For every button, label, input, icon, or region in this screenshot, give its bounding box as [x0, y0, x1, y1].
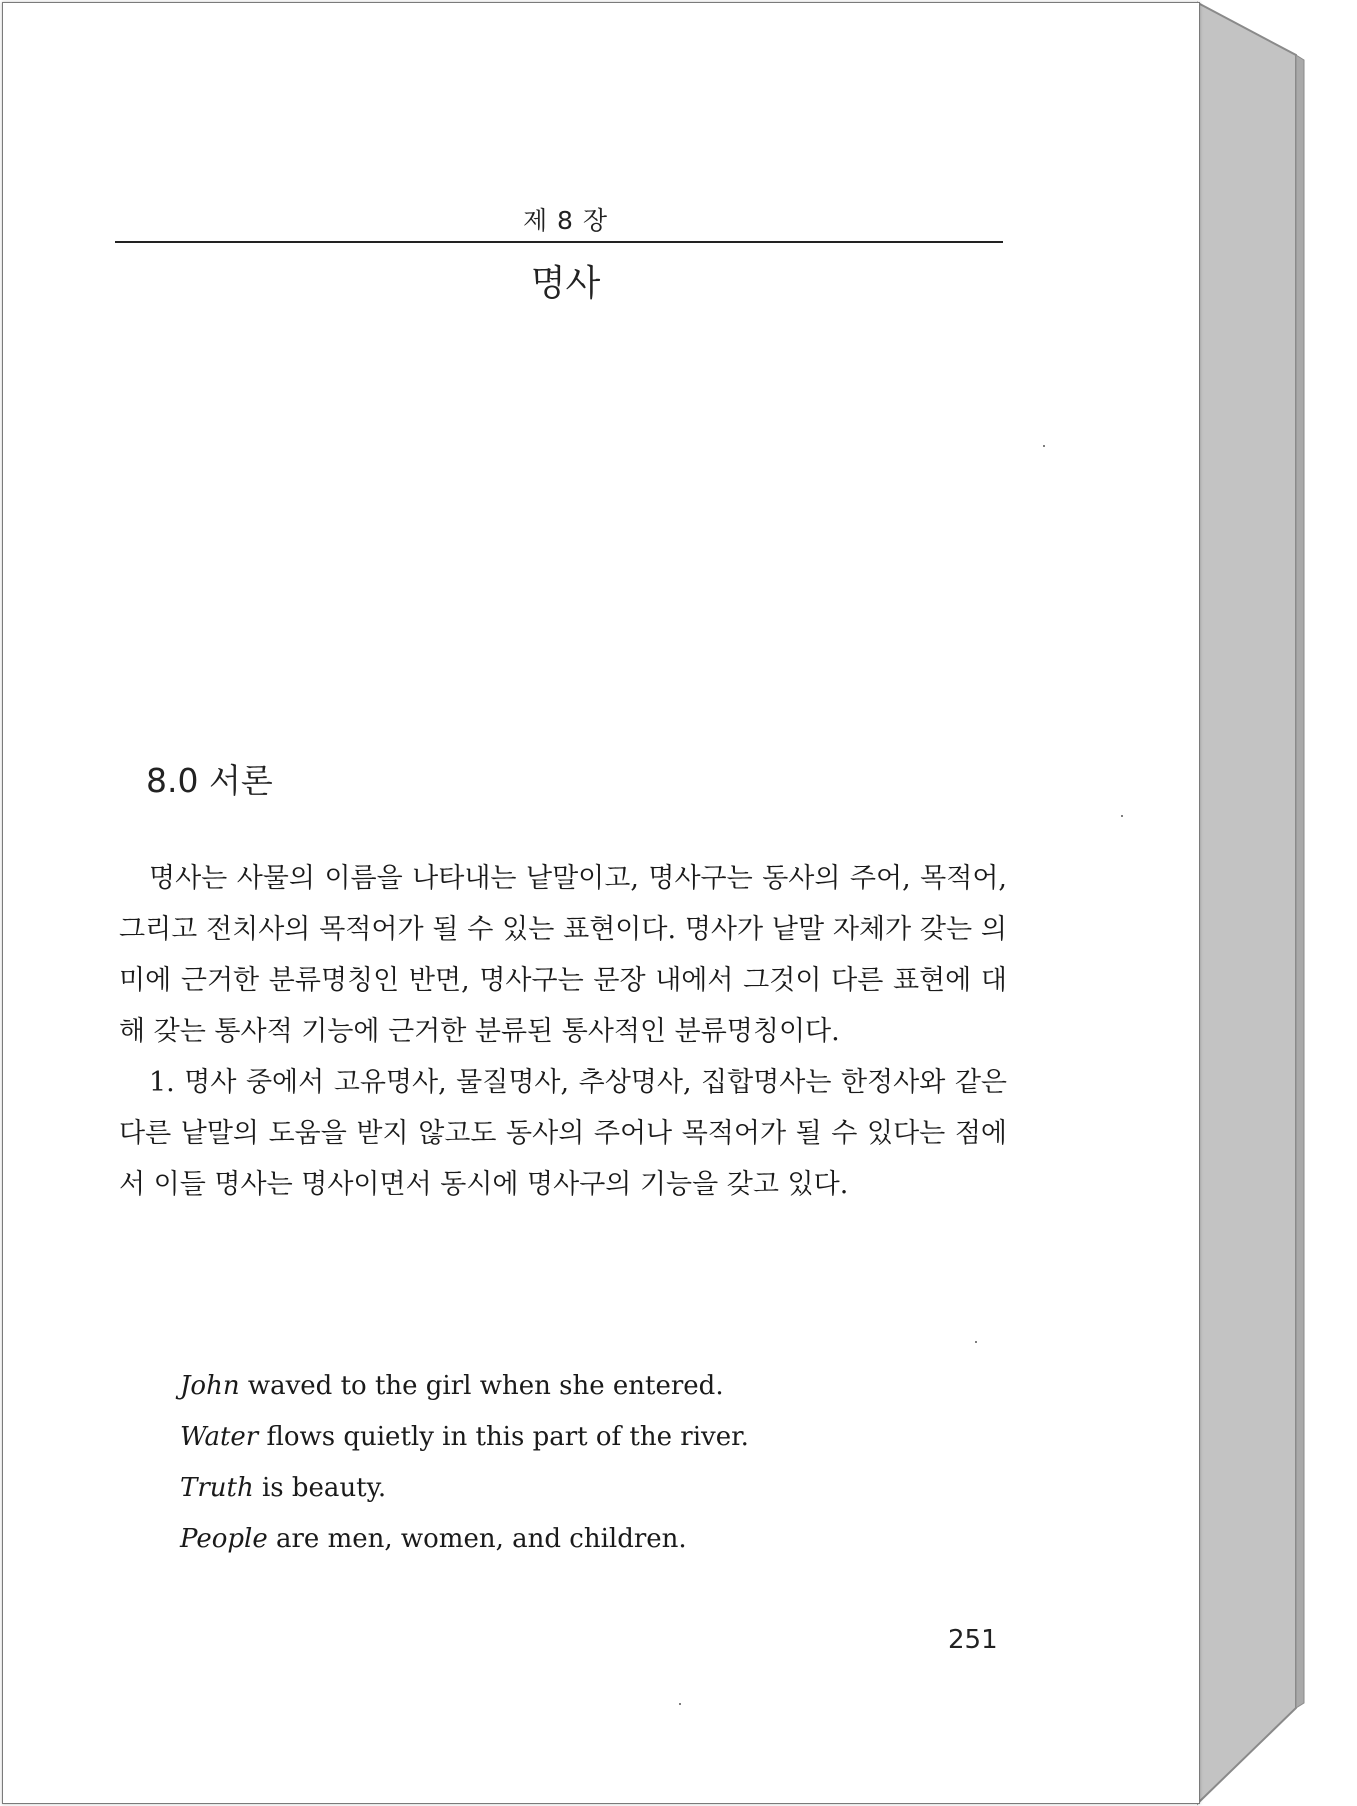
example-subject: People [180, 1524, 268, 1554]
section-heading: 8.0 서론 [146, 761, 273, 800]
example-subject: Truth [180, 1473, 254, 1503]
page-number: 251 [948, 1625, 998, 1655]
paragraph: 1. 명사 중에서 고유명사, 물질명사, 추상명사, 집합명사는 한정사와 같은 다른 낱말의 도움을 받지 않고도 동사의 주어나 목적어가 될 수 있다는 점에서 이들 명사는 명사이면서 동시에 명사구의 기능을 갖고 있다. [119, 1067, 1007, 1200]
example-sentence [180, 1514, 749, 1565]
example-subject: John [180, 1371, 240, 1401]
chapter-rule [115, 241, 1003, 243]
example-rest: flows quietly in this part of the river. [258, 1422, 749, 1452]
scan-speck [679, 1703, 681, 1705]
example-sentence [180, 1463, 749, 1514]
scan-speck [1121, 815, 1123, 817]
chapter-label: 제 8 장 [522, 206, 609, 235]
page [2, 2, 1200, 1804]
scan-speck [975, 1341, 977, 1343]
example-rest: waved to the girl when she entered. [239, 1371, 724, 1401]
example-subject: Water [180, 1422, 259, 1452]
chapter-title: 명사 [530, 263, 601, 304]
example-rest: are men, women, and children. [267, 1524, 687, 1554]
paragraph: 명사는 사물의 이름을 나타내는 낱말이고, 명사구는 동사의 주어, 목적어, 그리고 전치사의 목적어가 될 수 있는 표현이다. 명사가 낱말 자체가 갖는 의미에 근거한 분류명칭인 반면, 명사구는 문장 내에서 그것이 다른 표현에 대해 갖는 통사적 기능에 근거한 분류된 통사적인 분류명칭이다. [119, 863, 1007, 1047]
example-rest: is beauty. [253, 1473, 387, 1503]
example-sentences [180, 1361, 749, 1565]
example-sentence [180, 1412, 749, 1463]
body-text [119, 853, 1007, 1210]
scan-speck [1043, 445, 1045, 447]
example-sentence [180, 1361, 749, 1412]
